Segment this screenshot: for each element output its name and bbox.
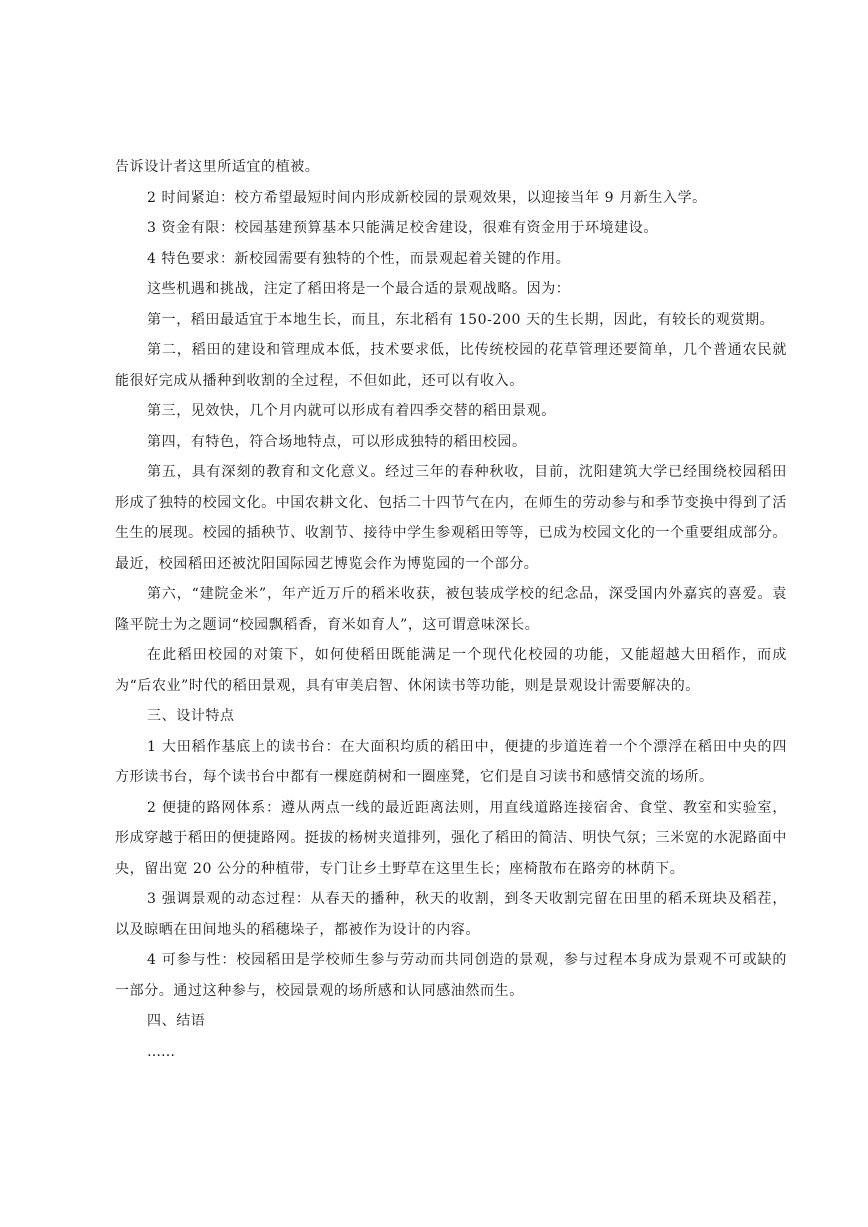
paragraph-feature-road-network: 2 便捷的路网体系：遵从两点一线的最近距离法则，用直线道路连接宿舍、食堂、教室和实验室，形成穿越于稻田的便捷路网。挺拔的杨树夹道排列，强化了稻田的简洁、明快气氛；三米宽的水泥路面中央，留出宽 20 公分的种植带，专门让乡土野草在这里生长；座椅散布在路旁的林荫下。: [115, 799, 787, 877]
paragraph-ellipsis: ……: [147, 1043, 175, 1060]
paragraph-reason-fourth: 第四，有特色，符合场地特点，可以形成独特的稻田校园。: [147, 433, 527, 450]
paragraph-distinctive-requirement: 4 特色要求：新校园需要有独特的个性，而景观起着关键的作用。: [147, 250, 571, 267]
paragraph-continuation: 告诉设计者这里所适宜的植被。: [115, 159, 320, 175]
paragraph-limited-funds: 3 资金有限：校园基建预算基本只能满足校舍建设，很难有资金用于环境建设。: [147, 220, 658, 236]
paragraph-reason-second: 第二，稻田的建设和管理成本低，技术要求低，比传统校园的花草管理还要简单，几个普通农民就能很好完成从播种到收割的全过程，不但如此，还可以有收入。: [115, 342, 787, 389]
paragraph-time-pressure: 2 时间紧迫：校方希望最短时间内形成新校园的景观效果，以迎接当年 9 月新生入学。: [147, 189, 707, 206]
paragraph-opportunities-challenges: 这些机遇和挑战，注定了稻田将是一个最合适的景观战略。因为：: [147, 281, 571, 297]
paragraph-feature-reading-platform: 1 大田稻作基底上的读书台：在大面积均质的稻田中，便捷的步道连着一个个漂浮在稻田中央的四方形读书台，每个读书台中都有一棵庭荫树和一圈座凳，它们是自习读书和感情交流的场所。: [115, 738, 787, 785]
paragraph-reason-third: 第三，见效快，几个月内就可以形成有着四季交替的稻田景观。: [147, 403, 556, 419]
paragraph-design-question: 在此稻田校园的对策下，如何使稻田既能满足一个现代化校园的功能，又能超越大田稻作，而成为“后农业”时代的稻田景观，具有审美启智、休闲读书等功能，则是景观设计需要解决的。: [115, 647, 787, 694]
document-body: [115, 152, 787, 1067]
paragraph-reason-fifth: 第五，具有深刻的教育和文化意义。经过三年的春种秋收，目前，沈阳建筑大学已经围绕校园稻田形成了独特的校园文化。中国农耕文化、包括二十四节气在内，在师生的劳动参与和季节变换中得到了活生生的展现。校园的插秧节、收割节、接待中学生参观稻田等等，已成为校园文化的一个重要组成部分。最近，校园稻田还被沈阳国际园艺博览会作为博览园的一个部分。: [115, 464, 787, 572]
paragraph-feature-dynamic-process: 3 强调景观的动态过程：从春天的播种，秋天的收割，到冬天收割完留在田里的稻禾斑块及稻茬，以及晾晒在田间地头的稻穗垛子，都被作为设计的内容。: [115, 891, 787, 938]
paragraph-reason-first: 第一，稻田最适宜于本地生长，而且，东北稻有 150-200 天的生长期，因此，有较长的观赏期。: [147, 311, 775, 328]
paragraph-feature-participation: 4 可参与性：校园稻田是学校师生参与劳动而共同创造的景观，参与过程本身成为景观不可或缺的一部分。通过这种参与，校园景观的场所感和认同感油然而生。: [115, 952, 787, 999]
paragraph-reason-sixth: 第六，“建院金米”，年产近万斤的稻米收获，被包装成学校的纪念品，深受国内外嘉宾的喜爱。袁隆平院士为之题词“校园飘稻香，育米如育人”，这可谓意味深长。: [115, 586, 787, 633]
section-heading-conclusion: 四、结语: [147, 1013, 206, 1029]
section-heading-design-features: 三、设计特点: [147, 708, 235, 724]
